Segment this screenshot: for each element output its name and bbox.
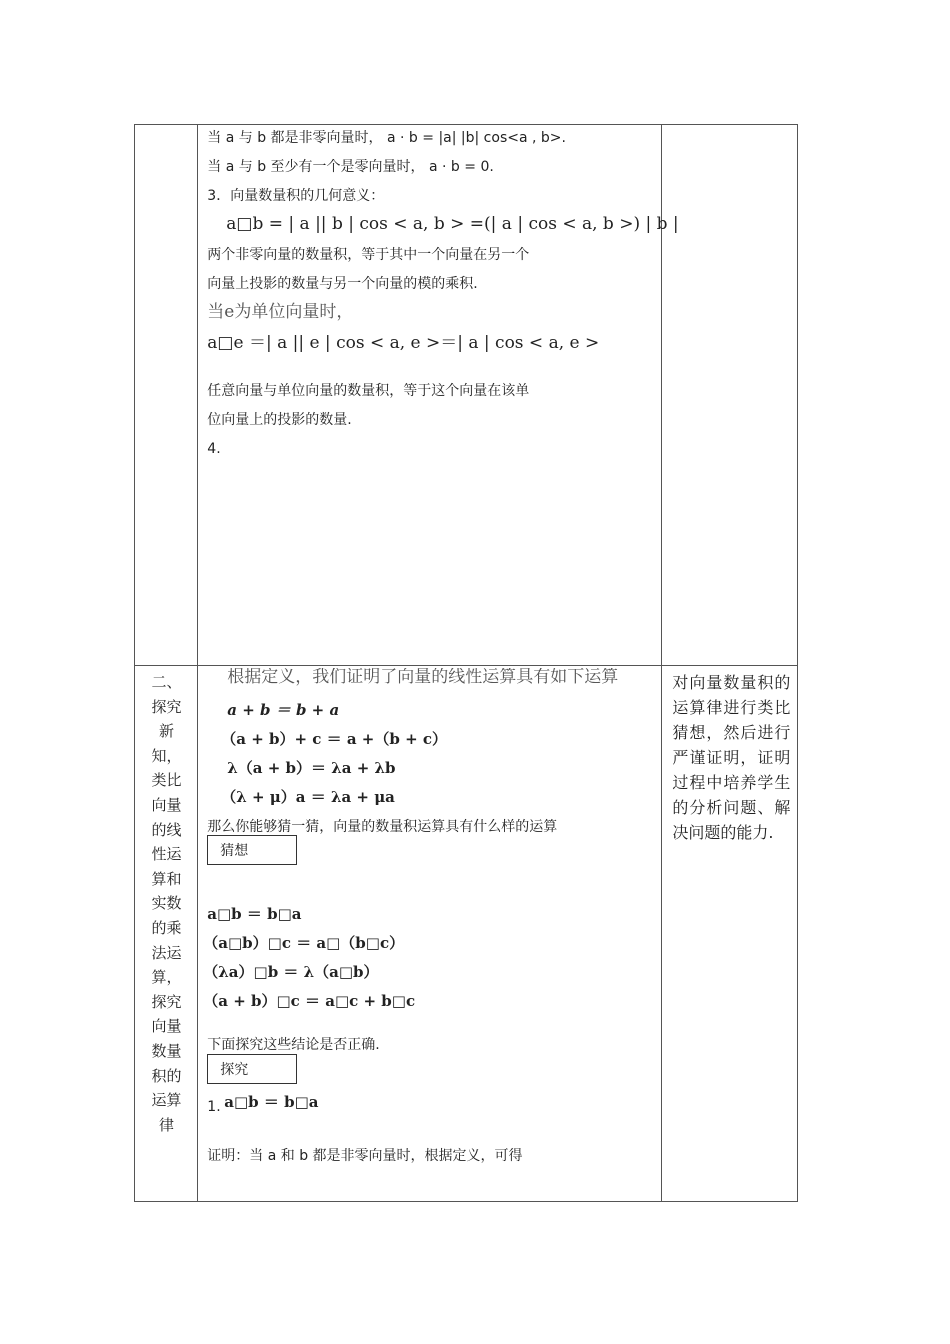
row1-stage-cell bbox=[135, 125, 198, 666]
dot-law-scalar: （λa）□b ＝ λ（a□b） bbox=[203, 963, 379, 981]
item-1-number: 1. bbox=[207, 1099, 221, 1115]
row2-remark-cell bbox=[662, 666, 798, 1202]
row2-content-cell bbox=[198, 666, 662, 1202]
geometric-meaning-text-2: 向量上投影的数量与另一个向量的模的乘积. bbox=[207, 276, 478, 292]
explore-intro: 下面探究这些结论是否正确. bbox=[207, 1037, 380, 1053]
dot-law-commutative: a□b ＝ b□a bbox=[207, 905, 302, 923]
unit-vector-text-1: 任意向量与单位向量的数量积，等于这个向量在该单 bbox=[207, 383, 530, 399]
unit-vector-condition: 当e为单位向量时， bbox=[207, 302, 354, 322]
item-1-formula: a□b ＝ b□a bbox=[224, 1093, 319, 1111]
linear-law-associative: （a + b）+ c ＝ a +（b + c） bbox=[221, 730, 448, 748]
lesson-table bbox=[134, 124, 798, 1202]
unit-vector-text-2: 位向量上的投影的数量. bbox=[207, 412, 352, 428]
zero-vector-dot-definition: 当 a 与 b 至少有一个是零向量时， a · b = 0. bbox=[207, 159, 494, 175]
linear-ops-intro: 根据定义，我们证明了向量的线性运算具有如下运算 bbox=[227, 668, 619, 686]
nonzero-dot-definition: 当 a 与 b 都是非零向量时， a · b = |a| |b| cos<a , b>. bbox=[207, 130, 566, 146]
item-4-number: 4. bbox=[207, 441, 221, 457]
guess-question: 那么你能够猜一猜，向量的数量积运算具有什么样的运算 bbox=[207, 819, 558, 835]
geometric-meaning-text-1: 两个非零向量的数量积，等于其中一个向量在另一个 bbox=[207, 247, 530, 263]
linear-law-scalar-distributive: λ（a + b）＝ λa + λb bbox=[227, 759, 396, 777]
dot-law-associative: （a□b）□c ＝ a□（b□c） bbox=[203, 934, 405, 952]
row1-content-cell bbox=[198, 125, 679, 666]
guess-box: 猜想 bbox=[207, 835, 297, 865]
linear-law-vector-distributive: （λ + μ）a ＝ λa + μa bbox=[221, 788, 395, 806]
projection-formula: a□b = | a || b | cos < a, b > =(| a | cos < a, b >) | b | bbox=[226, 214, 679, 234]
explore-box: 探究 bbox=[207, 1054, 297, 1084]
row2-stage-cell bbox=[135, 666, 198, 1202]
linear-law-commutative: a + b ＝ b + a bbox=[227, 701, 340, 719]
geometric-meaning-heading: 3．向量数量积的几何意义： bbox=[207, 188, 385, 204]
unit-vector-formula: a□e ＝| a || e | cos < a, e >＝| a | cos < a, e > bbox=[207, 333, 600, 353]
proof-start: 证明：当 a 和 b 都是非零向量时，根据定义，可得 bbox=[207, 1148, 523, 1164]
row1-remark-cell bbox=[662, 125, 798, 666]
teaching-remark: 对向量数量积的运算律进行类比猜想，然后进行严谨证明，证明过程中培养学生的分析问题、解决问题的能力. bbox=[672, 673, 791, 842]
section-title: 二、 探究 新 知， 类比 向量 的线 性运 算和 实数 的乘 法运 算， 探究 向量 数量 积的 运算 律 bbox=[151, 673, 182, 1134]
dot-law-distributive: （a + b）□c ＝ a□c + b□c bbox=[203, 992, 416, 1010]
